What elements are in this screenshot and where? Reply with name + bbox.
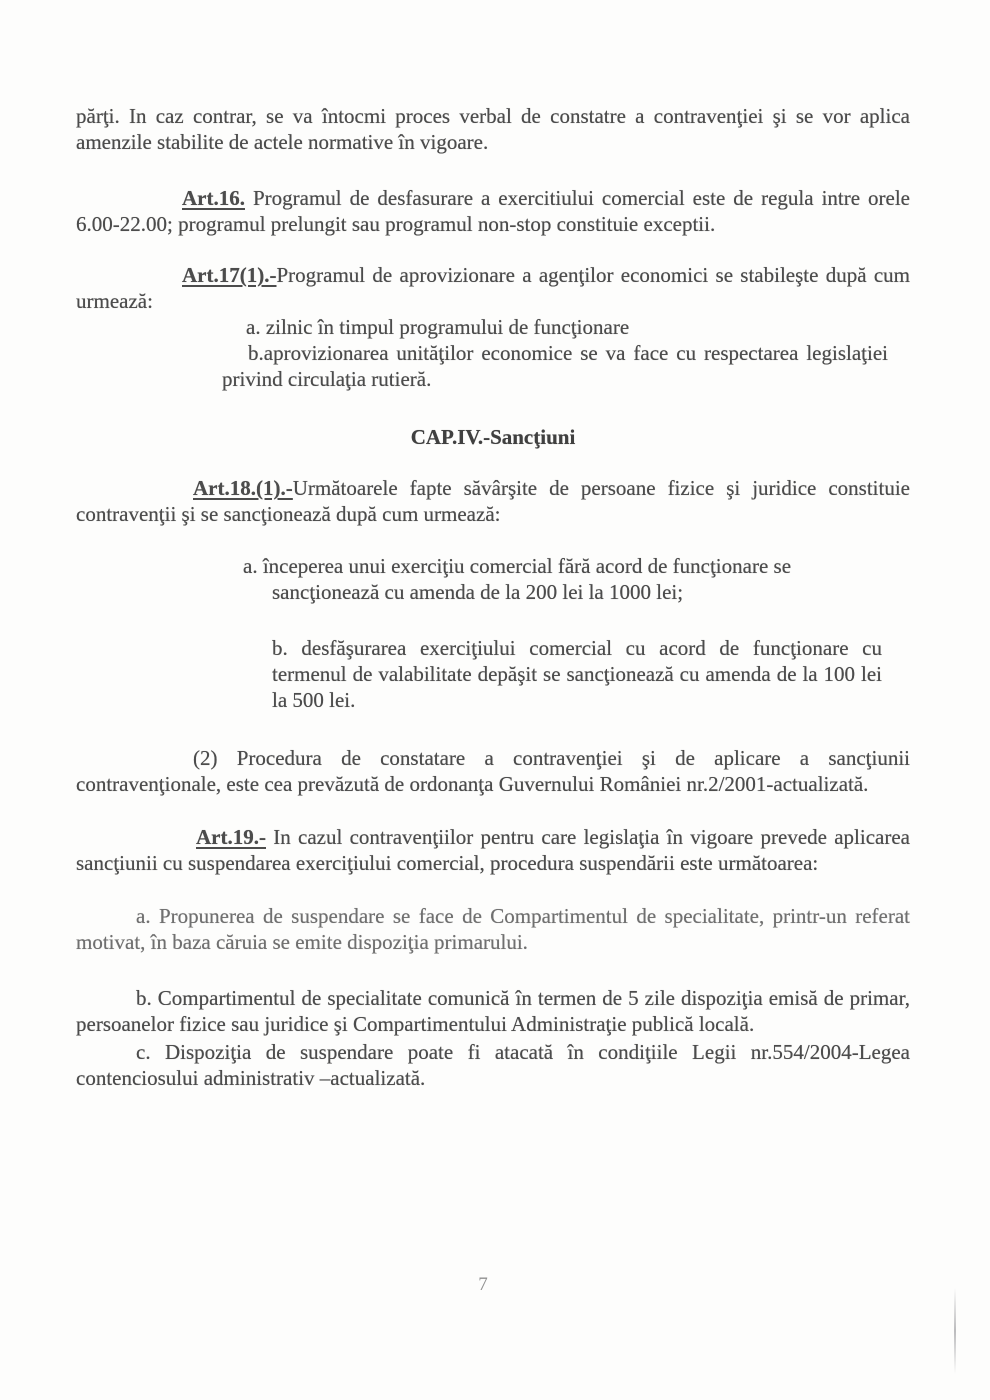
article-19-label: Art.19.- <box>196 825 266 849</box>
article-18-text: Următoarele fapte săvârşite de persoane fizice şi juridice constituie contravenţii şi se sancţionează după cum urmează: <box>76 476 910 526</box>
article-19-text: In cazul contravenţiilor pentru care legislaţia în vigoare prevede aplicarea sancţiunii cu suspendarea exerciţiului comercial, procedura suspendării este următoarea: <box>76 825 910 875</box>
article-16-label: Art.16. <box>182 186 245 210</box>
scan-artifact-line <box>954 1288 956 1374</box>
chapter-heading: CAP.IV.-Sancţiuni <box>410 425 576 449</box>
article-19-item-a: a. Propunerea de suspendare se face de Compartimentul de specialitate, printr-un referat motivat, în baza căruia se emite dispoziţia primarului. <box>76 904 910 954</box>
article-18-item-b: b. desfăşurarea exerciţiului comercial cu acord de funcţionare cu termenul de valabilitate depăşit se sancţionează cu amenda de la 100 lei la 500 lei. <box>272 636 882 712</box>
article-16 <box>76 185 910 237</box>
article-17-item-a: a. zilnic în timpul programului de funcţionare <box>246 315 630 339</box>
article-18-label: Art.18.(1).- <box>193 476 293 500</box>
page-number: 7 <box>478 1274 488 1295</box>
article-18 <box>76 475 910 527</box>
document-body <box>76 103 910 1091</box>
paragraph-intro: părţi. In caz contrar, se va întocmi proces verbal de constatre a contravenţiei şi se vor aplica amenzile stabilite de actele normative în vigoare. <box>76 104 910 154</box>
article-19 <box>76 824 910 876</box>
article-18-paragraph-2: (2) Procedura de constatare a contravenţiei şi de aplicare a sancţiunii contravenţionale, este cea prevăzută de ordonanţa Guvernului României nr.2/2001-actualizată. <box>76 746 910 796</box>
article-17-label: Art.17(1).- <box>182 263 277 287</box>
article-18-item-a: a. începerea unui exerciţiu comercial fără acord de funcţionare se sancţionează cu amenda de la 200 lei la 1000 lei; <box>243 554 792 604</box>
article-17-item-b: b.aprovizionarea unităţilor economice se va face cu respectarea legislaţiei privind circulaţia rutieră. <box>222 341 888 391</box>
article-17-text: Programul de aprovizionare a agenţilor economici se stabileşte după cum urmează: <box>76 263 910 313</box>
article-19-item-b: b. Compartimentul de specialitate comunică în termen de 5 zile dispoziţia emisă de primar, persoanelor fizice sau juridice şi Compartimentului Administraţie publică locală. <box>76 986 910 1036</box>
article-19-item-c: c. Dispoziţia de suspendare poate fi atacată în condiţiile Legii nr.554/2004-Legea contenciosului administrativ –actualizată. <box>76 1040 910 1090</box>
article-17 <box>76 262 910 314</box>
article-16-text: Programul de desfasurare a exercitiului comercial este de regula intre orele 6.00-22.00; programul prelungit sau programul non-stop constituie exceptii. <box>76 186 910 236</box>
